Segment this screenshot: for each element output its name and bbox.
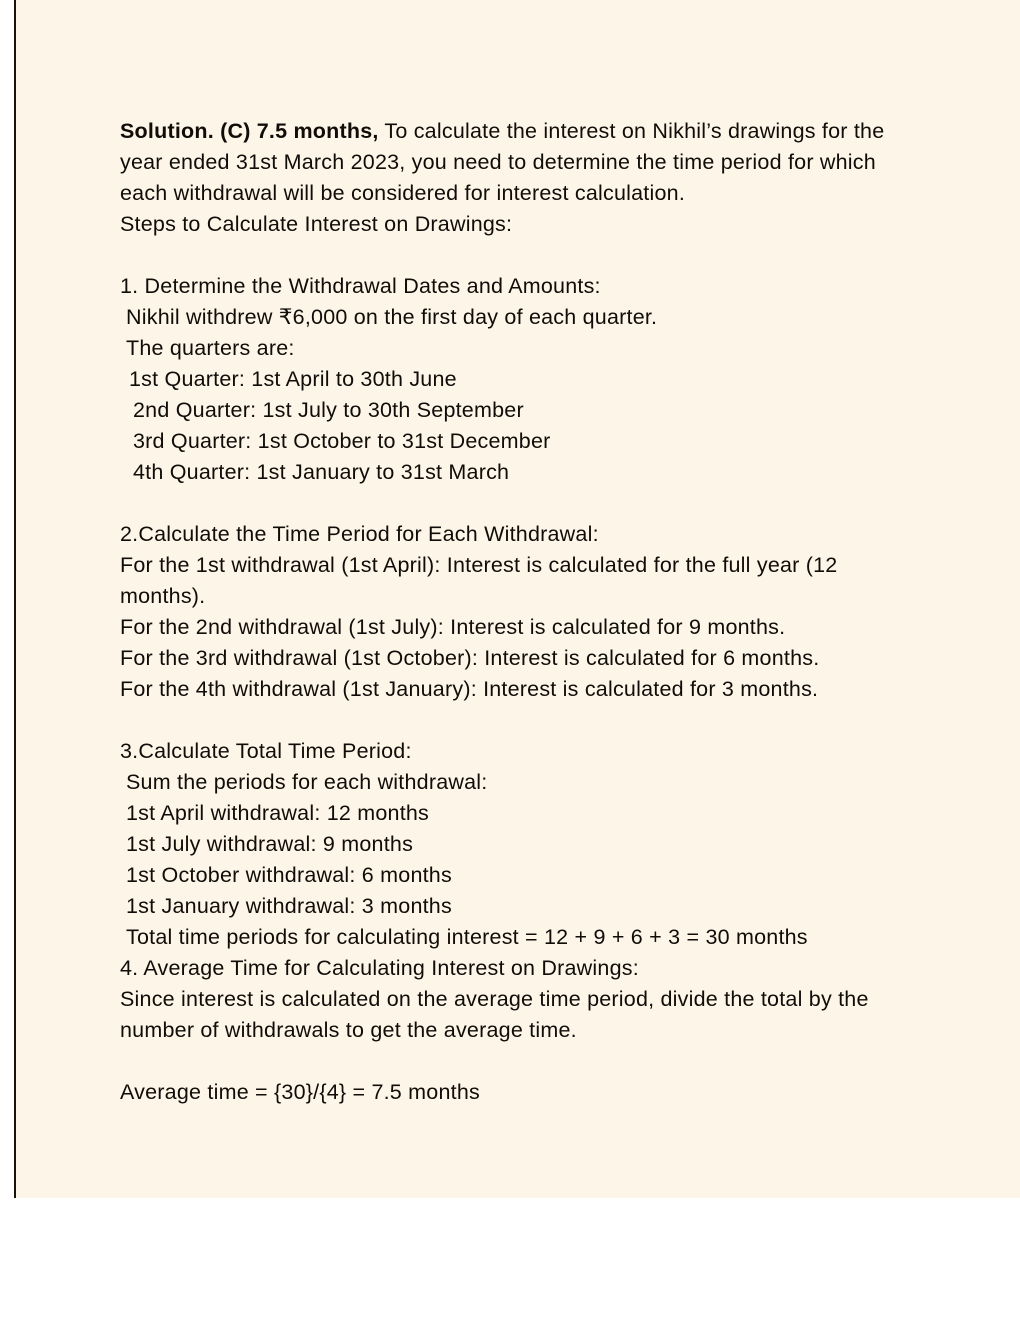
section-3-line-1: Sum the periods for each withdrawal:	[126, 770, 488, 794]
solution-heading-paragraph	[120, 116, 910, 209]
section-1-title: 1. Determine the Withdrawal Dates and Amounts:	[120, 274, 601, 298]
average-time-result: Average time = {30}/{4} = 7.5 months	[120, 1080, 480, 1104]
section-1-line-5: 3rd Quarter: 1st October to 31st December	[133, 429, 551, 453]
section-2-line-4: For the 4th withdrawal (1st January): Interest is calculated for 3 months.	[120, 677, 819, 701]
solution-lead-rest: To calculate the interest on Nikhil’s drawings for the year ended 31st March 2023, you need to determine the time period for which each withdrawal will be considered for interest calculation.	[120, 119, 885, 205]
section-2-line-2: For the 2nd withdrawal (1st July): Interest is calculated for 9 months.	[120, 615, 786, 639]
section-3-line-3: 1st July withdrawal: 9 months	[126, 832, 414, 856]
document-body	[120, 116, 910, 1108]
section-4-line-1: Since interest is calculated on the average time period, divide the total by the number of withdrawals to get the average time.	[120, 987, 869, 1042]
section-3-line-6: Total time periods for calculating interest = 12 + 9 + 6 + 3 = 30 months	[126, 925, 808, 949]
section-2-line-1: For the 1st withdrawal (1st April): Interest is calculated for the full year (12 months).	[120, 553, 838, 608]
section-2-line-3: For the 3rd withdrawal (1st October): Interest is calculated for 6 months.	[120, 646, 820, 670]
margin-rule	[14, 0, 16, 1198]
section-1-line-6: 4th Quarter: 1st January to 31st March	[133, 460, 510, 484]
section-1-line-3: 1st Quarter: 1st April to 30th June	[129, 367, 457, 391]
paragraph-gap	[120, 240, 910, 271]
section-4-title: 4. Average Time for Calculating Interest on Drawings:	[120, 956, 639, 980]
section-1-line-2: The quarters are:	[126, 336, 295, 360]
paragraph-gap	[120, 705, 910, 736]
section-1-line-1: Nikhil withdrew ₹6,000 on the first day of each quarter.	[126, 305, 658, 329]
paragraph-gap	[120, 488, 910, 519]
section-3-title: 3.Calculate Total Time Period:	[120, 739, 412, 763]
section-3-line-5: 1st January withdrawal: 3 months	[126, 894, 452, 918]
section-3-line-2: 1st April withdrawal: 12 months	[126, 801, 430, 825]
section-1-line-4: 2nd Quarter: 1st July to 30th September	[133, 398, 524, 422]
steps-intro-line: Steps to Calculate Interest on Drawings:	[120, 212, 513, 236]
section-3-line-4: 1st October withdrawal: 6 months	[126, 863, 452, 887]
paragraph-gap	[120, 1046, 910, 1077]
left-gutter	[0, 0, 14, 1198]
solution-bold-lead: Solution. (C) 7.5 months,	[120, 119, 379, 143]
section-2-title: 2.Calculate the Time Period for Each Withdrawal:	[120, 522, 599, 546]
